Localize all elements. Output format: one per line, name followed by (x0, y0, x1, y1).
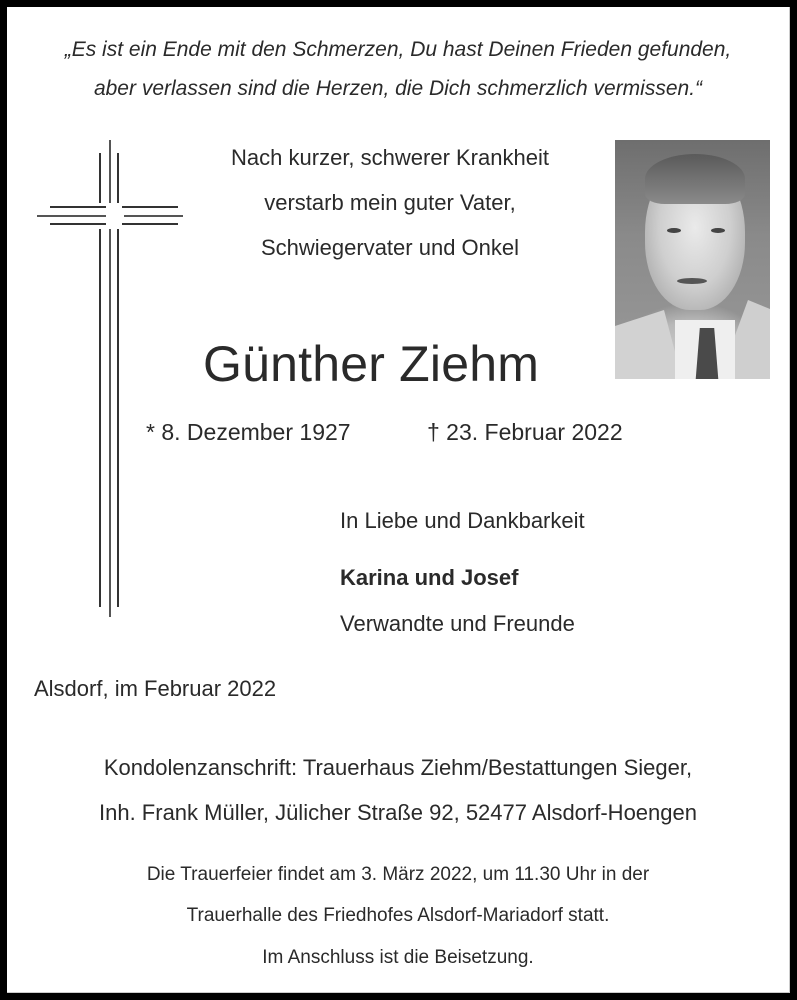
intro-line-3: Schwiegervater und Onkel (260, 235, 520, 260)
cross-icon (7, 7, 207, 627)
intro-line-1: Nach kurzer, schwerer Krankheit (231, 145, 549, 170)
condolence-line-1: Kondolenzanschrift: Trauerhaus Ziehm/Bestattungen Sieger, (103, 755, 693, 780)
death-date: † 23. Februar 2022 (427, 419, 623, 445)
deceased-name: Günther Ziehm (203, 336, 540, 392)
intro-line-2: verstarb mein guter Vater, (264, 190, 516, 215)
quote-line-2: aber verlassen sind die Herzen, die Dich schmerzlich vermissen.“ (93, 77, 703, 100)
service-line-2: Trauerhalle des Friedhofes Alsdorf-Mariadorf statt. (186, 905, 610, 926)
mourner-names: Karina und Josef (340, 565, 519, 590)
place-date: Alsdorf, im Februar 2022 (34, 676, 277, 701)
service-line-3: Im Anschluss ist die Beisetzung. (262, 947, 534, 968)
quote-line-1: „Es ist ein Ende mit den Schmerzen, Du hast Deinen Frieden gefunden, (64, 38, 732, 61)
closing-phrase: In Liebe und Dankbarkeit (340, 508, 585, 533)
portrait-photo (615, 140, 770, 379)
mourner-others: Verwandte und Freunde (340, 611, 575, 636)
birth-date: * 8. Dezember 1927 (146, 419, 351, 445)
obituary-notice (7, 7, 790, 993)
service-line-1: Die Trauerfeier findet am 3. März 2022, um 11.30 Uhr in der (146, 864, 650, 885)
condolence-line-2: Inh. Frank Müller, Jülicher Straße 92, 52477 Alsdorf-Hoengen (99, 800, 697, 825)
